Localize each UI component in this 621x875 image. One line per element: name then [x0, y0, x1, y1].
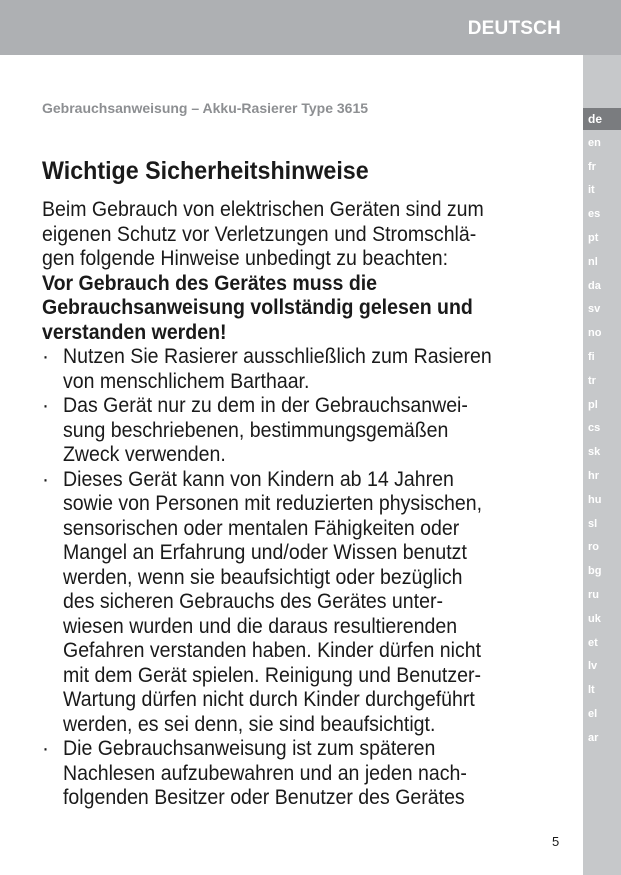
bullet-list — [42, 345, 564, 811]
bullet-line: des sicheren Gebrauchs des Gerätes unter- — [63, 590, 443, 613]
language-tab-fi[interactable]: fi — [588, 351, 595, 363]
language-tab-ru[interactable]: ru — [588, 589, 599, 601]
language-tab-tr[interactable]: tr — [588, 374, 596, 387]
language-tab-no[interactable]: no — [588, 327, 602, 340]
bullet-line: sung beschriebenen, bestimmungsgemäßen — [63, 418, 449, 442]
language-tab-it[interactable]: it — [588, 184, 595, 197]
bullet-line: wiesen wurden und die daraus resultierenden — [63, 614, 458, 638]
bullet-line: werden, wenn sie beaufsichtigt oder bezüglich — [63, 565, 463, 589]
bullet-line: von menschlichem Barthaar. — [63, 369, 310, 393]
language-tab-sl[interactable]: sl — [588, 517, 598, 530]
bullet-line: Gefahren verstanden haben. Kinder dürfen nicht — [63, 639, 482, 662]
language-tab-en[interactable]: en — [588, 136, 601, 149]
warning-line: Vor Gebrauch des Gerätes muss die — [42, 271, 378, 295]
language-tab-nl[interactable]: nl — [588, 255, 598, 268]
bullet-line: Nachlesen aufzubewahren und an jeden nach- — [63, 761, 467, 785]
intro-line: gen folgende Hinweise unbedingt zu beachten: — [42, 247, 449, 270]
bullet-dot-icon: · — [42, 737, 49, 760]
language-tab-hr[interactable]: hr — [588, 470, 599, 482]
bullet-line: Mangel an Erfahrung und/oder Wissen benutzt — [63, 541, 467, 564]
language-tab-et[interactable]: et — [588, 636, 598, 649]
intro-paragraph — [42, 198, 564, 272]
document-subtitle: Gebrauchsanweisung – Akku-Rasierer Type 3615 — [42, 100, 369, 116]
bullet-dot-icon: · — [42, 345, 49, 368]
bullet-dot-icon: · — [42, 394, 49, 417]
bullet-item — [42, 468, 564, 738]
language-tab-lv[interactable]: lv — [588, 660, 598, 673]
bullet-line: Das Gerät nur zu dem in der Gebrauchsanwei- — [63, 394, 468, 417]
language-tab-de[interactable]: de — [583, 108, 621, 130]
section-heading: Wichtige Sicherheitshinweise — [42, 157, 369, 185]
language-tab-ar[interactable]: ar — [588, 731, 599, 744]
bullet-line: folgenden Besitzer oder Benutzer des Gerätes — [63, 786, 465, 809]
language-tab-bg[interactable]: bg — [588, 565, 602, 578]
language-tab-sv[interactable]: sv — [588, 303, 601, 316]
warning-paragraph — [42, 272, 564, 346]
language-tab-pt[interactable]: pt — [588, 232, 599, 244]
bullet-line: Wartung dürfen nicht durch Kinder durchgeführt — [63, 688, 475, 711]
header-bar — [0, 0, 621, 55]
bullet-line: Zweck verwenden. — [63, 443, 226, 466]
bullet-dot-icon: · — [42, 467, 49, 491]
page-number: 5 — [552, 834, 560, 849]
language-tab-pl[interactable]: pl — [588, 398, 598, 411]
bullet-line: werden, es sei denn, sie sind beaufsichtigt. — [63, 712, 436, 736]
language-tab-uk[interactable]: uk — [588, 612, 601, 625]
language-tab-da[interactable]: da — [588, 279, 601, 292]
bullet-line: sowie von Personen mit reduzierten physischen, — [63, 492, 483, 515]
language-tab-sk[interactable]: sk — [588, 446, 601, 459]
bullet-item — [42, 394, 564, 468]
bullet-item — [42, 737, 564, 811]
language-tab-hu[interactable]: hu — [588, 493, 602, 506]
warning-line: verstanden werden! — [42, 320, 227, 344]
body-text — [42, 198, 564, 811]
bullet-line: sensorischen oder mentalen Fähigkeiten oder — [63, 516, 460, 540]
language-title: DEUTSCH — [467, 18, 561, 39]
language-tab-el[interactable]: el — [588, 708, 598, 720]
language-tab-lt[interactable]: lt — [588, 684, 595, 697]
language-sidebar — [583, 55, 621, 875]
language-tab-cs[interactable]: cs — [588, 422, 601, 435]
bullet-line: Nutzen Sie Rasierer ausschließlich zum Rasieren — [63, 345, 492, 368]
bullet-line: Die Gebrauchsanweisung ist zum späteren — [63, 737, 436, 760]
intro-line: eigenen Schutz vor Verletzungen und Stromschlä- — [42, 222, 477, 246]
language-tab-es[interactable]: es — [588, 208, 601, 221]
language-tab-ro[interactable]: ro — [588, 541, 599, 554]
bullet-line: Dieses Gerät kann von Kindern ab 14 Jahren — [63, 467, 454, 491]
warning-line: Gebrauchsanweisung vollständig gelesen und — [42, 296, 473, 319]
intro-line: Beim Gebrauch von elektrischen Geräten sind zum — [42, 198, 484, 221]
bullet-line: mit dem Gerät spielen. Reinigung und Benutzer- — [63, 663, 481, 687]
bullet-item — [42, 345, 564, 394]
language-tab-fr[interactable]: fr — [588, 160, 596, 173]
